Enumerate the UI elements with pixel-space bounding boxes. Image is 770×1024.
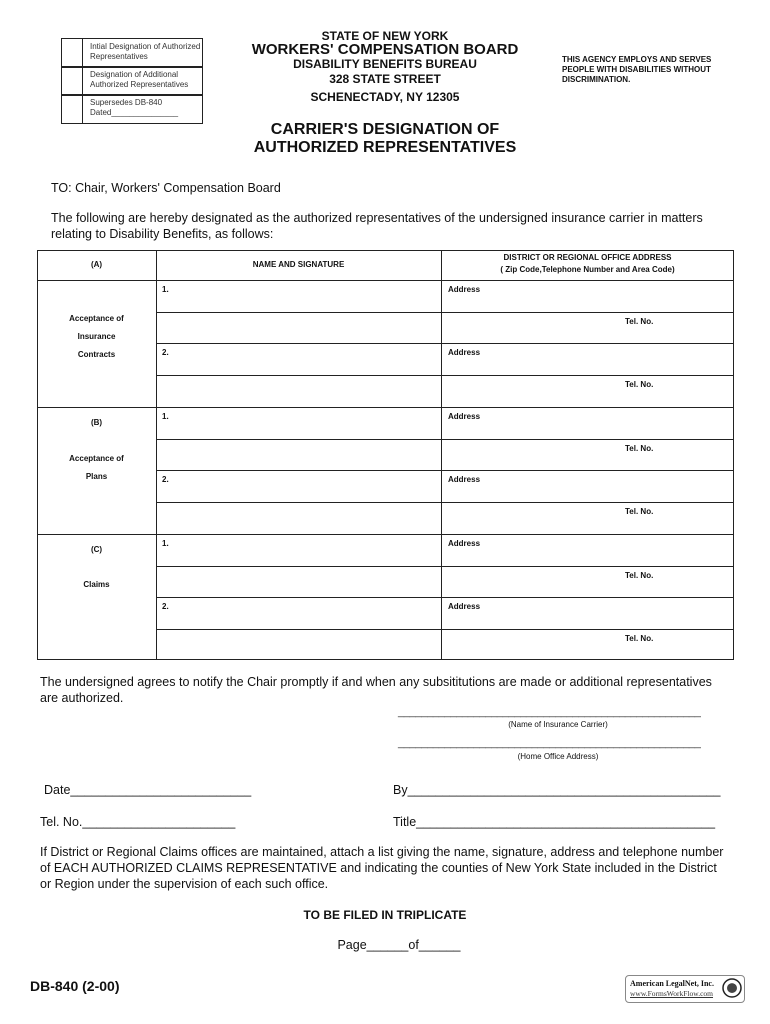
form-id: DB-840 (2-00): [30, 978, 120, 994]
publisher-logo-icon: [722, 978, 742, 998]
to-line: TO: Chair, Workers' Compensation Board: [51, 181, 281, 195]
address-label: Address: [448, 285, 481, 294]
tel-label: Tel. No.: [625, 380, 654, 389]
state-heading: STATE OF NEW YORK: [321, 29, 449, 43]
home-office-line[interactable]: ____________________________________________________: [398, 737, 701, 749]
by-field[interactable]: By_____________________________________________: [393, 783, 721, 797]
address-label: Address: [448, 475, 481, 484]
form-title-line2: AUTHORIZED REPRESENTATIVES: [253, 139, 517, 156]
publisher-name: American LegalNet, Inc.: [630, 979, 714, 988]
tel-label: Tel. No.: [625, 444, 654, 453]
entry-number: 2.: [162, 475, 169, 484]
triplicate-notice: TO BE FILED IN TRIPLICATE: [303, 908, 467, 922]
checkbox-square[interactable]: [62, 39, 83, 67]
section-a-line1: Acceptance of: [69, 314, 124, 323]
checkbox-supersedes[interactable]: [61, 94, 203, 124]
carrier-name-line[interactable]: ____________________________________________________: [398, 706, 701, 718]
bureau-heading: DISABILITY BENEFITS BUREAU: [293, 57, 477, 71]
entry-number: 1.: [162, 539, 169, 548]
entry-number: 1.: [162, 412, 169, 421]
section-b-line2: Plans: [85, 472, 108, 481]
date-field[interactable]: Date__________________________: [44, 783, 252, 797]
col-a-header: (A): [90, 260, 103, 269]
section-b-line1: Acceptance of: [69, 454, 124, 463]
col-address-header: DISTRICT OR REGIONAL OFFICE ADDRESS: [503, 253, 672, 262]
section-c-line1: Claims: [83, 580, 110, 589]
entry-number: 1.: [162, 285, 169, 294]
publisher-url[interactable]: www.FormsWorkFlow.com: [630, 989, 714, 998]
nondiscrimination-notice: THIS AGENCY EMPLOYS AND SERVES PEOPLE WITH DISABILITIES WITHOUT DISCRIMINATION.: [562, 55, 712, 84]
section-c-letter: (C): [90, 545, 103, 554]
tel-field[interactable]: Tel. No.______________________: [40, 815, 236, 829]
checkbox-label: Supersedes DB-840 Dated_______________: [90, 98, 179, 117]
address-label: Address: [448, 539, 481, 548]
address-label: Address: [448, 602, 481, 611]
col-name-header: NAME AND SIGNATURE: [252, 260, 345, 269]
checkbox-label: Intial Designation of Authorized Representatives: [90, 42, 201, 61]
form-title-line1: CARRIER'S DESIGNATION OF: [270, 121, 500, 138]
tel-label: Tel. No.: [625, 634, 654, 643]
checkbox-initial-designation[interactable]: [61, 38, 203, 68]
checkbox-square[interactable]: [62, 95, 83, 123]
checkbox-label: Designation of Additional Authorized Representatives: [90, 70, 189, 89]
address-label: Address: [448, 412, 481, 421]
section-a-line2: Insurance: [77, 332, 116, 341]
district-note: If District or Regional Claims offices are maintained, attach a list giving the name, signature, address and telephone number of EACH AUTHORIZED CLAIMS REPRESENTATIVE and indicating the counties of New York State included in the District or Region under the supervision of each such office.: [40, 845, 724, 891]
street-heading: 328 STATE STREET: [329, 72, 441, 86]
checkbox-additional-designation[interactable]: [61, 66, 203, 96]
tel-label: Tel. No.: [625, 507, 654, 516]
publisher-badge: [625, 975, 745, 1003]
carrier-name-caption: (Name of Insurance Carrier): [508, 720, 608, 729]
tel-label: Tel. No.: [625, 317, 654, 326]
title-field[interactable]: Title___________________________________________: [393, 815, 716, 829]
board-heading: WORKERS' COMPENSATION BOARD: [251, 41, 519, 58]
checkbox-square[interactable]: [62, 67, 83, 95]
agree-text: The undersigned agrees to notify the Chair promptly if and when any subsititutions are made or additional representatives are authorized.: [40, 675, 712, 705]
section-a-line3: Contracts: [77, 350, 116, 359]
section-b-letter: (B): [90, 418, 103, 427]
col-address-subheader: ( Zip Code,Telephone Number and Area Code): [500, 265, 675, 274]
page-field[interactable]: Page______of______: [337, 938, 461, 952]
intro-text: The following are hereby designated as the authorized representatives of the undersigned insurance carrier in matters relating to Disability Benefits, as follows:: [51, 211, 703, 241]
home-office-caption: (Home Office Address): [517, 752, 599, 761]
city-heading: SCHENECTADY, NY 12305: [310, 90, 460, 104]
tel-label: Tel. No.: [625, 571, 654, 580]
address-label: Address: [448, 348, 481, 357]
entry-number: 2.: [162, 348, 169, 357]
entry-number: 2.: [162, 602, 169, 611]
